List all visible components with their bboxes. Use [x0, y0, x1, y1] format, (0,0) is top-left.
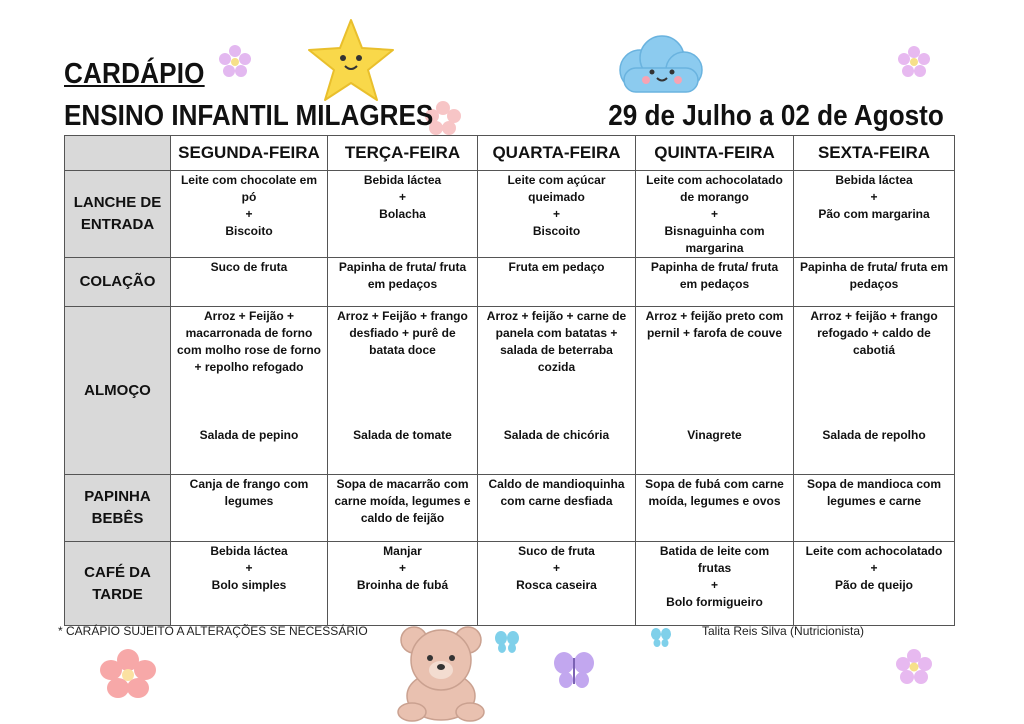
flower-icon — [218, 44, 252, 78]
star-sticker-icon — [305, 16, 397, 104]
flower-icon — [896, 44, 932, 80]
menu-cell: Suco de fruta — [171, 258, 328, 307]
menu-cell: Fruta em pedaço — [478, 258, 636, 307]
menu-cell: Papinha de fruta/ fruta em pedaços — [328, 258, 478, 307]
flower-icon — [894, 648, 934, 686]
meal-label: COLAÇÃO — [65, 258, 171, 307]
butterfly-icon — [552, 650, 596, 690]
menu-cell: Papinha de fruta/ fruta em pedaços — [794, 258, 955, 307]
menu-cell: Leite com chocolate em pó + Biscoito — [171, 171, 328, 258]
day-header: QUINTA-FEIRA — [636, 136, 794, 171]
menu-cell: Leite com açúcar queimado + Biscoito — [478, 171, 636, 258]
day-header: SEGUNDA-FEIRA — [171, 136, 328, 171]
table-row — [65, 475, 955, 542]
menu-cell: Sopa de fubá com carne moída, legumes e ovos — [636, 475, 794, 542]
table-row — [65, 258, 955, 307]
menu-cell: Batida de leite com frutas + Bolo formigueiro — [636, 542, 794, 626]
day-header: QUARTA-FEIRA — [478, 136, 636, 171]
table-row — [65, 307, 955, 475]
butterfly-icon — [650, 628, 672, 648]
butterfly-icon — [494, 630, 520, 654]
menu-cell: Arroz + feijão + carne de panela com batatas + salada de beterraba cozida Salada de chicória — [478, 307, 636, 475]
menu-cell: Arroz + feijão + frango refogado + caldo de cabotiá Salada de repolho — [794, 307, 955, 475]
salad-text: Vinagrete — [687, 428, 742, 442]
table-row — [65, 542, 955, 626]
menu-cell: Leite com achocolatado + Pão de queijo — [794, 542, 955, 626]
page-title: CARDÁPIO — [64, 58, 205, 90]
salad-text: Salada de tomate — [353, 428, 452, 442]
flower-icon — [98, 648, 158, 700]
day-header: TERÇA-FEIRA — [328, 136, 478, 171]
menu-cell: Bebida láctea + Bolo simples — [171, 542, 328, 626]
menu-cell: Bebida láctea + Pão com margarina — [794, 171, 955, 258]
menu-table — [64, 135, 955, 626]
school-name: ENSINO INFANTIL MILAGRES — [64, 100, 434, 132]
disclaimer-note: * CARÁPIO SUJEITO A ALTERAÇÕES SE NECESSÁRIO — [58, 624, 368, 638]
menu-cell: Leite com achocolatado de morango + Bisnaguinha com margarina — [636, 171, 794, 258]
menu-cell: Sopa de macarrão com carne moída, legumes e caldo de feijão — [328, 475, 478, 542]
menu-cell: Papinha de fruta/ fruta em pedaços — [636, 258, 794, 307]
menu-cell: Canja de frango com legumes — [171, 475, 328, 542]
menu-cell: Suco de fruta + Rosca caseira — [478, 542, 636, 626]
date-range: 29 de Julho a 02 de Agosto — [608, 100, 944, 132]
menu-cell: Sopa de mandioca com legumes e carne — [794, 475, 955, 542]
meal-label: PAPINHA BEBÊS — [65, 475, 171, 542]
salad-text: Salada de chicória — [503, 428, 610, 442]
day-header: SEXTA-FEIRA — [794, 136, 955, 171]
menu-cell: Bebida láctea + Bolacha — [328, 171, 478, 258]
salad-text: Salada de pepino — [199, 428, 299, 442]
teddy-bear-sticker-icon — [392, 622, 490, 722]
menu-cell: Arroz + feijão preto com pernil + farofa de couve Vinagrete — [636, 307, 794, 475]
menu-cell: Manjar + Broinha de fubá — [328, 542, 478, 626]
meal-label: CAFÉ DA TARDE — [65, 542, 171, 626]
nutritionist-signature: Talita Reis Silva (Nutricionista) — [702, 624, 865, 638]
table-header-row — [65, 136, 955, 171]
menu-cell: Caldo de mandioquinha com carne desfiada — [478, 475, 636, 542]
table-row — [65, 171, 955, 258]
meal-label: ALMOÇO — [65, 307, 171, 475]
salad-text: Salada de repolho — [822, 428, 926, 442]
menu-cell: Arroz + Feijão + frango desfiado + purê de batata doce Salada de tomate — [328, 307, 478, 475]
meal-label: LANCHE DE ENTRADA — [65, 171, 171, 258]
cloud-sticker-icon — [610, 34, 708, 100]
menu-cell: Arroz + Feijão + macarronada de forno com molho rose de forno + repolho refogado Salada de pepino — [171, 307, 328, 475]
corner-cell — [65, 136, 171, 171]
